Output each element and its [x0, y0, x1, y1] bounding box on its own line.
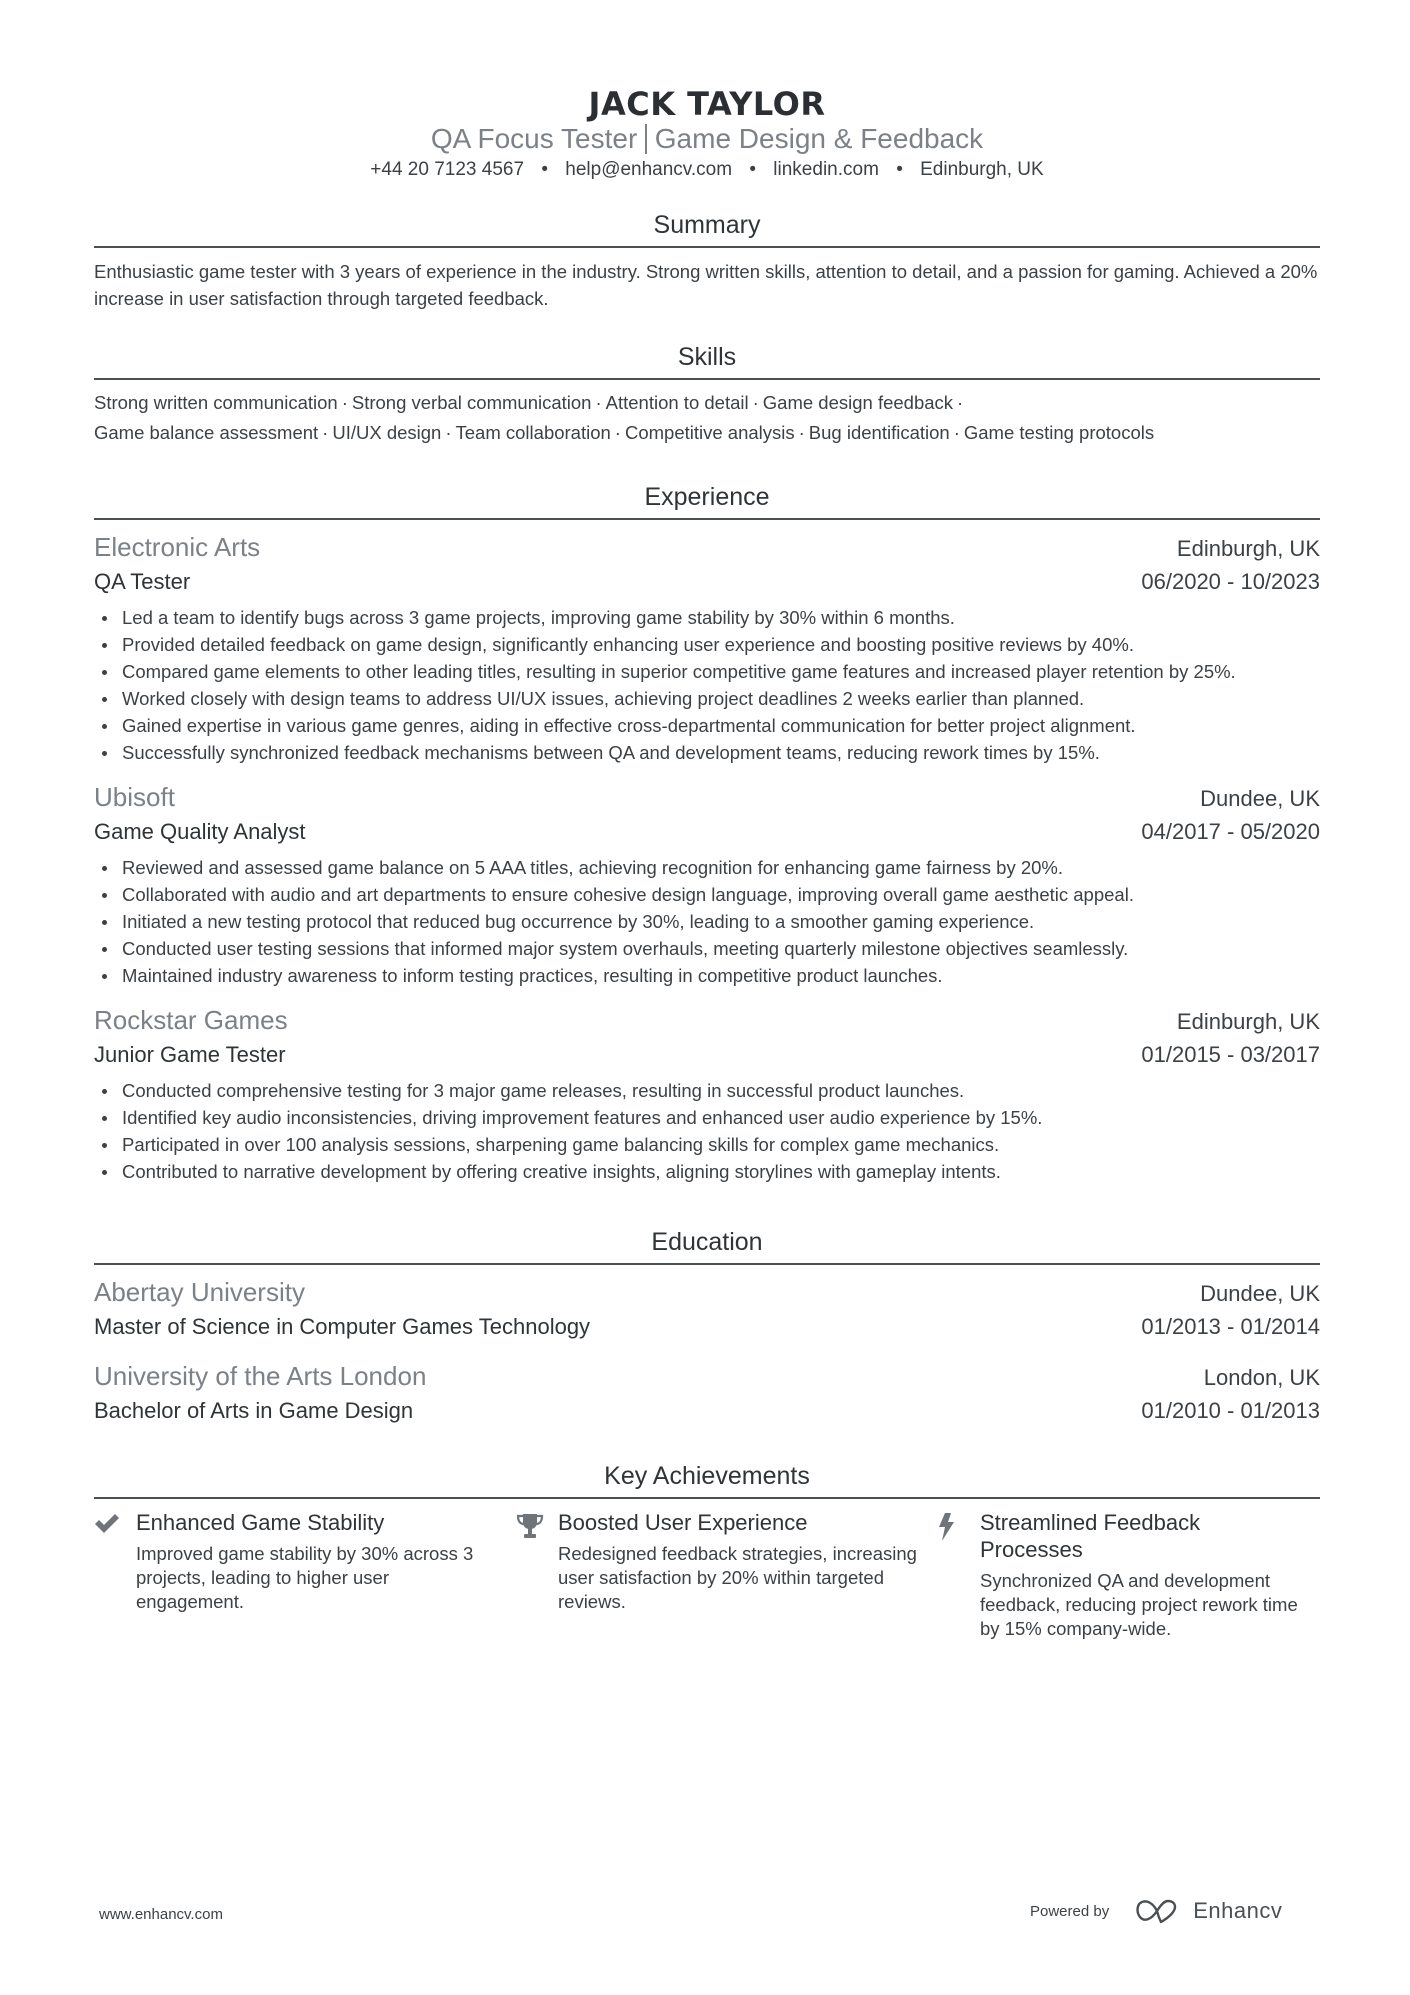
achievement-title: Enhanced Game Stability: [136, 1510, 385, 1535]
skill-item: Game balance assessment: [94, 422, 319, 443]
education-degree-row: [94, 1395, 1320, 1427]
education-entry: [94, 1359, 1320, 1427]
job-company: Electronic Arts: [94, 532, 261, 562]
summary-text: Enthusiastic game tester with 3 years of experience in the industry. Strong written skills, attention to detail, and a passion for gaming. Achieved a 20% increase in user satisfaction through targeted feedback.: [94, 261, 1318, 309]
skill-item: Bug identification: [808, 422, 950, 443]
skill-separator: ·: [798, 422, 805, 443]
job-location: Edinburgh, UK: [1176, 1009, 1320, 1034]
job-role-row: [94, 816, 1320, 848]
education-location: London, UK: [1203, 1365, 1320, 1390]
job-bullet: Compared game elements to other leading titles, resulting in superior competitive game features and increased player retention by 25%.: [94, 658, 1320, 685]
skill-separator: ·: [953, 422, 960, 443]
achievement-desc: Synchronized QA and development feedback, reducing project rework time by 15% company-wide.: [980, 1570, 1298, 1639]
checkmark-icon: [94, 1509, 136, 1641]
job-bullet: Conducted comprehensive testing for 3 major game releases, resulting in successful product launches.: [94, 1077, 1320, 1104]
education-header-row: [94, 1275, 1320, 1311]
contact-line: [94, 158, 1320, 182]
powered-by-label: Powered by: [1030, 1902, 1110, 1920]
skill-separator: ·: [445, 422, 452, 443]
contact-email[interactable]: help@enhancv.com: [565, 159, 733, 180]
achievement-item: [94, 1509, 516, 1641]
job-company: Ubisoft: [94, 782, 175, 812]
education-section: [94, 1225, 1320, 1427]
candidate-name: JACK TAYLOR: [588, 85, 826, 123]
achievement-desc: Redesigned feedback strategies, increasing user satisfaction by 20% within targeted reviews.: [558, 1543, 917, 1612]
achievement-title: Boosted User Experience: [558, 1510, 808, 1535]
achievement-body: [136, 1509, 496, 1641]
education-dates: 01/2013 - 01/2014: [1141, 1314, 1320, 1339]
job-bullets: [94, 604, 1320, 766]
education-location: Dundee, UK: [1200, 1281, 1320, 1306]
job-bullet: Worked closely with design teams to address UI/UX issues, achieving project deadlines 2 weeks earlier than planned.: [94, 685, 1320, 712]
skill-item: Team collaboration: [455, 422, 611, 443]
skills-list: [94, 388, 1320, 448]
job-bullets: [94, 1077, 1320, 1185]
contact-separator: •: [749, 159, 757, 180]
achievement-body: [558, 1509, 918, 1641]
skills-line-2: [94, 418, 1320, 448]
education-entry: [94, 1275, 1320, 1343]
skills-line-1: [94, 388, 1320, 418]
achievement-item: [516, 1509, 938, 1641]
skill-separator: ·: [595, 392, 602, 413]
job-bullet: Gained expertise in various game genres, aiding in effective cross-departmental communication for better project alignment.: [94, 712, 1320, 739]
footer-website[interactable]: www.enhancv.com: [99, 1906, 223, 1923]
job-entry: [94, 780, 1320, 989]
enhancv-logo-icon: [1135, 1898, 1183, 1924]
job-bullet: Provided detailed feedback on game design, significantly enhancing user experience and boosting positive reviews by 40%.: [94, 631, 1320, 658]
section-heading-skills: Skills: [94, 340, 1320, 380]
achievement-item: [938, 1509, 1320, 1641]
job-bullet: Participated in over 100 analysis sessions, sharpening game balancing skills for complex game mechanics.: [94, 1131, 1320, 1158]
job-role: Junior Game Tester: [94, 1042, 286, 1067]
education-school: University of the Arts London: [94, 1361, 427, 1391]
job-dates: 04/2017 - 05/2020: [1141, 819, 1320, 844]
trophy-icon: [516, 1509, 558, 1641]
contact-separator: •: [541, 159, 548, 180]
skill-item: Strong written communication: [94, 392, 338, 413]
job-bullet: Reviewed and assessed game balance on 5 AAA titles, achieving recognition for enhancing game fairness by 20%.: [94, 854, 1320, 881]
footer-branding: [1030, 1898, 1282, 1924]
achievement-title: Streamlined Feedback Processes: [980, 1510, 1201, 1562]
skill-separator: ·: [341, 392, 348, 413]
job-entry: [94, 1003, 1320, 1185]
skill-separator: ·: [957, 392, 964, 413]
job-dates: 01/2015 - 03/2017: [1141, 1042, 1320, 1067]
achievement-body: [980, 1509, 1300, 1641]
job-bullet: Collaborated with audio and art departments to ensure cohesive design language, improving overall game aesthetic appeal.: [94, 881, 1320, 908]
contact-phone[interactable]: +44 20 7123 4567: [370, 159, 525, 180]
education-dates: 01/2010 - 01/2013: [1141, 1398, 1320, 1423]
skill-separator: ·: [322, 422, 329, 443]
title-role: QA Focus Tester: [430, 123, 638, 154]
section-heading-achievements: Key Achievements: [94, 1459, 1320, 1499]
skill-item: Game design feedback: [762, 392, 954, 413]
candidate-title: [94, 122, 1320, 156]
skills-section: [94, 340, 1320, 448]
job-header-row: [94, 1003, 1320, 1039]
job-role-row: [94, 566, 1320, 598]
skill-item: UI/UX design: [332, 422, 442, 443]
contact-separator: •: [896, 159, 903, 180]
skill-item: Strong verbal communication: [351, 392, 592, 413]
job-bullet: Contributed to narrative development by offering creative insights, aligning storylines with gameplay intents.: [94, 1158, 1320, 1185]
contact-linkedin[interactable]: linkedin.com: [773, 159, 879, 180]
job-company: Rockstar Games: [94, 1005, 288, 1035]
skill-item: Competitive analysis: [624, 422, 795, 443]
job-role: QA Tester: [94, 569, 191, 594]
education-degree-row: [94, 1311, 1320, 1343]
achievements-grid: [94, 1509, 1320, 1641]
job-location: Dundee, UK: [1200, 786, 1320, 811]
section-heading-summary: Summary: [94, 208, 1320, 248]
skill-item: Attention to detail: [605, 392, 749, 413]
section-heading-education: Education: [94, 1225, 1320, 1265]
lightning-bolt-icon: [938, 1509, 980, 1641]
job-bullet: Initiated a new testing protocol that reduced bug occurrence by 30%, leading to a smoother gaming experience.: [94, 908, 1320, 935]
education-degree: Bachelor of Arts in Game Design: [94, 1398, 414, 1423]
job-bullet: Maintained industry awareness to inform testing practices, resulting in competitive product launches.: [94, 962, 1320, 989]
job-bullets: [94, 854, 1320, 989]
education-degree: Master of Science in Computer Games Technology: [94, 1314, 591, 1339]
job-bullet: Identified key audio inconsistencies, driving improvement features and enhanced user audio experience by 15%.: [94, 1104, 1320, 1131]
job-role-row: [94, 1039, 1320, 1071]
title-divider: [645, 124, 647, 154]
job-bullet: Successfully synchronized feedback mechanisms between QA and development teams, reducing rework times by 15%.: [94, 739, 1320, 766]
job-header-row: [94, 780, 1320, 816]
title-focus: Game Design & Feedback: [654, 123, 984, 154]
education-school: Abertay University: [94, 1277, 305, 1307]
enhancv-brand-name: Enhancv: [1193, 1898, 1283, 1923]
achievements-section: [94, 1459, 1320, 1641]
contact-location: Edinburgh, UK: [920, 159, 1044, 180]
job-bullet: Led a team to identify bugs across 3 game projects, improving game stability by 30% within 6 months.: [94, 604, 1320, 631]
job-role: Game Quality Analyst: [94, 819, 306, 844]
job-dates: 06/2020 - 10/2023: [1141, 569, 1320, 594]
summary-section: [94, 208, 1320, 312]
job-location: Edinburgh, UK: [1176, 536, 1320, 561]
achievement-desc: Improved game stability by 30% across 3 projects, leading to higher user engagement.: [136, 1543, 474, 1612]
resume-page: [94, 0, 1320, 1641]
job-entry: [94, 530, 1320, 766]
skill-separator: ·: [614, 422, 621, 443]
skill-separator: ·: [752, 392, 759, 413]
experience-section: [94, 480, 1320, 1185]
resume-header: [94, 0, 1320, 182]
skill-item: Game testing protocols: [963, 422, 1155, 443]
enhancv-logo[interactable]: [1135, 1898, 1282, 1924]
job-header-row: [94, 530, 1320, 566]
job-bullet: Conducted user testing sessions that informed major system overhauls, meeting quarterly milestone objectives seamlessly.: [94, 935, 1320, 962]
education-header-row: [94, 1359, 1320, 1395]
section-heading-experience: Experience: [94, 480, 1320, 520]
